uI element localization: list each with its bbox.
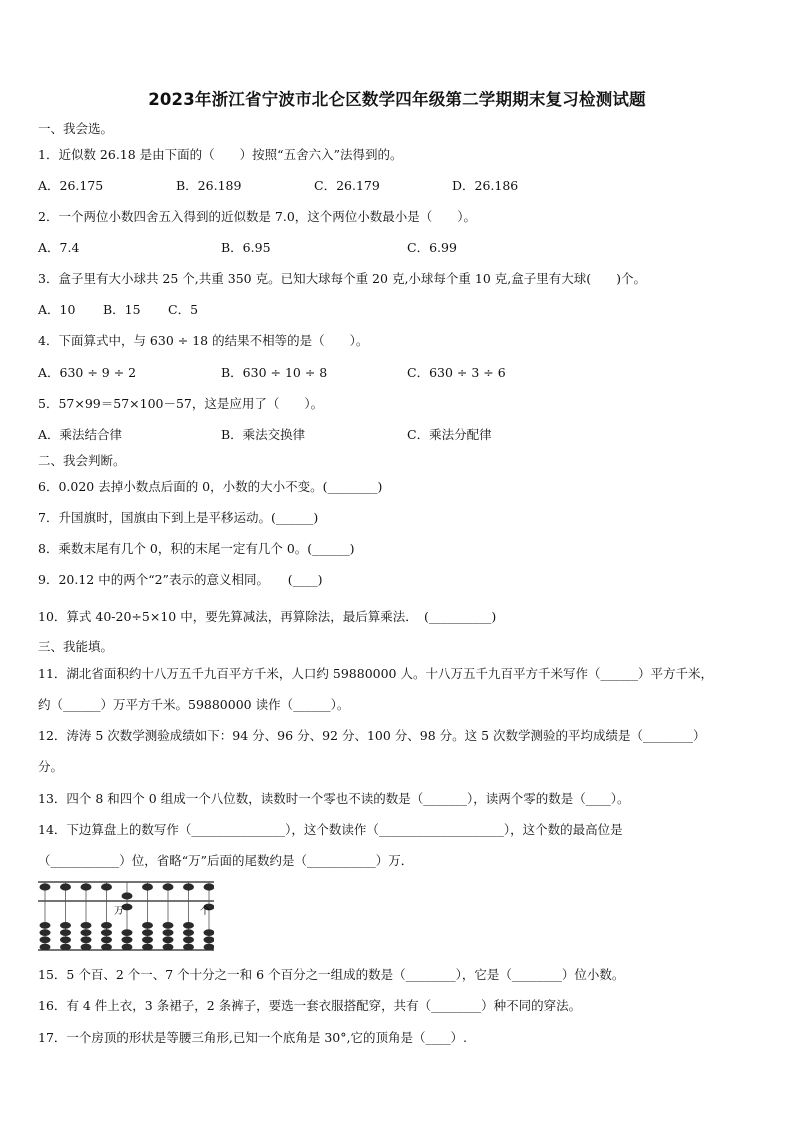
abacus-upper-bead xyxy=(81,883,92,890)
abacus-lower-bead xyxy=(142,929,153,936)
question-15: 15．5 个百、2 个一、7 个十分之一和 6 个百分之一组成的数是（________），它是（________）位小数。 xyxy=(38,967,625,982)
q5-option-a: A．乘法结合律 xyxy=(38,427,123,442)
abacus-upper-bead xyxy=(122,892,133,899)
question-16: 16．有 4 件上衣，3 条裙子，2 条裤子，要选一套衣服搭配穿，共有（________）种不同的穿法。 xyxy=(38,998,582,1013)
abacus-lower-bead xyxy=(101,929,112,936)
abacus-upper-bead xyxy=(40,883,51,890)
abacus-lower-bead xyxy=(163,936,174,943)
q2-option-b: B．6.95 xyxy=(221,240,271,255)
q1-option-d: D．26.186 xyxy=(452,178,519,193)
abacus-lower-bead xyxy=(40,944,51,951)
abacus-lower-bead xyxy=(60,922,71,929)
question-12-line-1: 12．涛涛 5 次数学测验成绩如下：94 分、96 分、92 分、100 分、98 分。这 5 次数学测验的平均成绩是（________） xyxy=(38,728,706,743)
section-heading-choice: 一、我会选。 xyxy=(38,121,114,136)
abacus-lower-bead xyxy=(81,944,92,951)
abacus-lower-bead xyxy=(204,936,215,943)
abacus-lower-bead xyxy=(183,944,194,951)
abacus-lower-bead xyxy=(40,936,51,943)
question-5: 5．57×99＝57×100－57，这是应用了（ ）。 xyxy=(38,396,324,411)
abacus-lower-bead xyxy=(163,944,174,951)
abacus-lower-bead xyxy=(60,929,71,936)
question-17: 17．一个房顶的形状是等腰三角形,已知一个底角是 30°,它的顶角是（____）. xyxy=(38,1030,467,1045)
question-14-line-1: 14．下边算盘上的数写作（_______________），这个数读作（____________________），这个数的最高位是 xyxy=(38,822,623,837)
abacus-lower-bead xyxy=(101,944,112,951)
abacus-lower-bead xyxy=(163,922,174,929)
abacus-lower-bead xyxy=(60,936,71,943)
abacus-upper-bead xyxy=(101,883,112,890)
abacus-lower-bead xyxy=(60,944,71,951)
abacus-label-wan: 万 xyxy=(114,906,124,917)
question-11-line-2: 约（______）万平方千米。59880000 读作（______）。 xyxy=(38,697,350,712)
abacus-lower-bead xyxy=(101,936,112,943)
q1-option-c: C．26.179 xyxy=(314,178,380,193)
question-14-line-2: （___________）位，省略“万”后面的尾数约是（___________）万． xyxy=(38,853,414,868)
question-12-line-2: 分。 xyxy=(38,759,64,774)
abacus-upper-bead xyxy=(183,883,194,890)
question-2: 2．一个两位小数四舍五入得到的近似数是 7.0，这个两位小数最小是（ ）。 xyxy=(38,209,477,224)
abacus-figure xyxy=(38,880,214,952)
section-heading-judge: 二、我会判断。 xyxy=(38,453,126,468)
abacus-lower-bead xyxy=(122,944,133,951)
q4-option-c: C．630 ÷ 3 ÷ 6 xyxy=(407,365,506,380)
abacus-lower-bead xyxy=(40,929,51,936)
question-4: 4．下面算式中，与 630 ÷ 18 的结果不相等的是（ ）。 xyxy=(38,333,369,348)
abacus-lower-bead xyxy=(183,929,194,936)
question-7: 7．升国旗时，国旗由下到上是平移运动。(______) xyxy=(38,510,319,525)
abacus-lower-bead xyxy=(183,922,194,929)
page-title: 2023年浙江省宁波市北仑区数学四年级第二学期期末复习检测试题 xyxy=(148,90,646,109)
abacus-upper-bead xyxy=(204,883,215,890)
q5-option-c: C．乘法分配律 xyxy=(407,427,492,442)
abacus-lower-bead xyxy=(122,936,133,943)
q3-option-c: C．5 xyxy=(168,302,199,317)
abacus-upper-bead xyxy=(60,883,71,890)
abacus-lower-bead xyxy=(40,922,51,929)
question-3: 3．盒子里有大小球共 25 个,共重 350 克。已知大球每个重 20 克,小球每个重 10 克,盒子里有大球( )个。 xyxy=(38,271,646,286)
q5-option-b: B．乘法交换律 xyxy=(221,427,306,442)
abacus-lower-bead xyxy=(163,929,174,936)
abacus-lower-bead xyxy=(204,944,215,951)
q1-option-a: A．26.175 xyxy=(38,178,104,193)
abacus-lower-bead xyxy=(81,936,92,943)
q2-option-a: A．7.4 xyxy=(38,240,80,255)
abacus-lower-bead xyxy=(101,922,112,929)
abacus-lower-bead xyxy=(81,922,92,929)
q3-option-a: A．10 xyxy=(38,302,76,317)
question-13: 13．四个 8 和四个 0 组成一个八位数，读数时一个零也不读的数是（_______），读两个零的数是（____）。 xyxy=(38,791,630,806)
q4-option-b: B．630 ÷ 10 ÷ 8 xyxy=(221,365,328,380)
abacus-upper-bead xyxy=(163,883,174,890)
abacus-label-ge: 个 xyxy=(200,906,210,917)
abacus-upper-bead xyxy=(142,883,153,890)
q1-option-b: B．26.189 xyxy=(176,178,242,193)
question-10: 10．算式 40-20÷5×10 中，要先算减法，再算除法，最后算乘法． (__________) xyxy=(38,609,497,624)
q2-option-c: C．6.99 xyxy=(407,240,457,255)
abacus-lower-bead xyxy=(81,929,92,936)
abacus-lower-bead xyxy=(122,929,133,936)
question-6: 6．0.020 去掉小数点后面的 0，小数的大小不变。(________) xyxy=(38,479,383,494)
q4-option-a: A．630 ÷ 9 ÷ 2 xyxy=(38,365,137,380)
abacus-lower-bead xyxy=(142,936,153,943)
question-11-line-1: 11．湖北省面积约十八万五千九百平方千米，人口约 59880000 人。十八万五千九百平方千米写作（______）平方千米， xyxy=(38,666,713,681)
question-9: 9．20.12 中的两个“2”表示的意义相同。 (____) xyxy=(38,572,323,587)
abacus-lower-bead xyxy=(142,922,153,929)
abacus-lower-bead xyxy=(204,929,215,936)
question-8: 8．乘数末尾有几个 0，积的末尾一定有几个 0。(______) xyxy=(38,541,355,556)
question-1: 1．近似数 26.18 是由下面的（ ）按照“五舍六入”法得到的。 xyxy=(38,147,403,162)
q3-option-b: B．15 xyxy=(103,302,141,317)
abacus-lower-bead xyxy=(183,936,194,943)
abacus-lower-bead xyxy=(142,944,153,951)
section-heading-fill: 三、我能填。 xyxy=(38,639,114,654)
